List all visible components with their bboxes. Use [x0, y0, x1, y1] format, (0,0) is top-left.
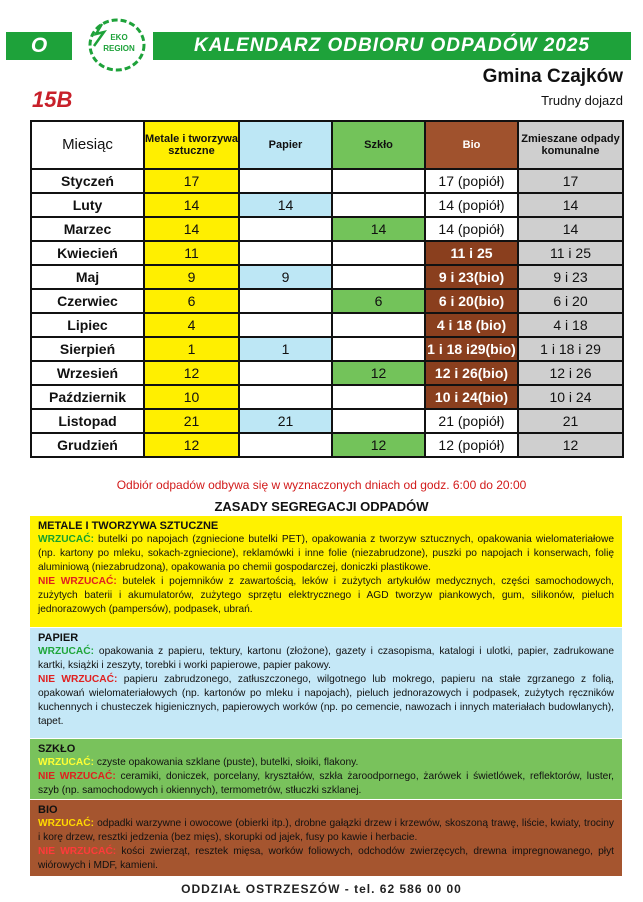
footer-contact: ODDZIAŁ OSTRZESZÓW - tel. 62 586 00 00 — [181, 882, 462, 896]
rules-paper-box — [30, 628, 622, 738]
paper-cell — [239, 217, 332, 241]
rules-bio-in-label: WRZUCAĆ: — [38, 818, 95, 829]
table-row — [31, 241, 623, 265]
glass-cell: 6 — [332, 289, 425, 313]
metal-cell: 6 — [144, 289, 239, 313]
table-row — [31, 409, 623, 433]
metal-cell: 17 — [144, 169, 239, 193]
metal-cell: 14 — [144, 217, 239, 241]
rules-bio-box — [30, 800, 622, 876]
table-row — [31, 313, 623, 337]
glass-cell — [332, 337, 425, 361]
rules-title: ZASADY SEGREGACJI ODPADÓW — [214, 499, 429, 514]
paper-cell — [239, 433, 332, 457]
paper-cell — [239, 313, 332, 337]
bio-cell: 21 (popiół) — [425, 409, 518, 433]
table-row — [31, 433, 623, 457]
rules-paper-out-text: papieru zabrudzonego, zatłuszczonego, wilgotnego lub mokrego, papieru na stałe zgrzanego z folią, opakowań wielomateriałowych (np. kartonów po mleku i napojach), pieluch jednorazowych i podpasek, zużytych ręczników kuchennych i chusteczek higienicznych, papierowych worków (np. po cemencie, nawozach i innych materiałach budowlanych), tapet. — [38, 674, 614, 727]
rules-glass-title: SZKŁO — [38, 743, 76, 755]
metal-cell: 21 — [144, 409, 239, 433]
header-metal: Metale i tworzywa sztuczne — [144, 121, 239, 169]
rules-glass-in-label: WRZUCAĆ: — [38, 757, 95, 768]
metal-cell: 11 — [144, 241, 239, 265]
mixed-cell: 14 — [518, 193, 623, 217]
rules-bio-in-text: odpadki warzywne i owocowe (obierki itp.), drobne gałązki drzew i krzewów, skoszoną trawę, liście, kwiaty, trociny i korę drzew, resztki jedzenia (bez mięs), skorupki od jajek, fusy po kawie i herbacie. — [38, 818, 614, 843]
metal-cell: 4 — [144, 313, 239, 337]
table-row — [31, 289, 623, 313]
route-code: 15B — [32, 87, 73, 112]
paper-cell — [239, 385, 332, 409]
mixed-cell: 10 i 24 — [518, 385, 623, 409]
table-row — [31, 169, 623, 193]
rules-metal-out-label: NIE WRZUCAĆ: — [38, 576, 117, 587]
rules-paper-title: PAPIER — [38, 632, 79, 644]
paper-cell: 1 — [239, 337, 332, 361]
mixed-cell: 6 i 20 — [518, 289, 623, 313]
rules-paper-in-label: WRZUCAĆ: — [38, 646, 95, 657]
header-glass: Szkło — [332, 121, 425, 169]
table-row — [31, 193, 623, 217]
mixed-cell: 17 — [518, 169, 623, 193]
bio-cell: 17 (popiół) — [425, 169, 518, 193]
glass-cell — [332, 313, 425, 337]
rules-paper-in-text: opakowania z papieru, tektury, kartonu (złożone), gazety i czasopisma, katalogi i ulotki, papier, zadrukowane kartki, książki i zeszyty, torebki i worki papierowe, papier pakowy. — [38, 646, 614, 671]
rules-bio-out-label: NIE WRZUCAĆ: — [38, 846, 117, 857]
municipality-name: Gmina Czajków — [482, 66, 623, 87]
bio-cell: 11 i 25 — [425, 241, 518, 265]
mixed-cell: 9 i 23 — [518, 265, 623, 289]
paper-cell: 9 — [239, 265, 332, 289]
bio-cell: 12 (popiół) — [425, 433, 518, 457]
table-row — [31, 337, 623, 361]
collection-schedule-table — [30, 120, 624, 458]
month-cell: Marzec — [31, 217, 144, 241]
header-bio: Bio — [425, 121, 518, 169]
route-subtitle: Trudny dojazd — [541, 93, 623, 108]
table-row — [31, 217, 623, 241]
month-cell: Luty — [31, 193, 144, 217]
glass-cell — [332, 169, 425, 193]
table-row — [31, 385, 623, 409]
rules-metal-out-text: butelek i pojemników z zawartością, leków i zużytych artykułów medycznych, części samochodowych, zużytych baterii i akumulatorów, zużytego sprzętu elektrycznego i AGD tworzyw piankowych, gum, silikonów, pieluch jednorazowych (pampersów), podpasek, ubrań. — [38, 576, 614, 615]
month-cell: Styczeń — [31, 169, 144, 193]
mixed-cell: 1 i 18 i 29 — [518, 337, 623, 361]
bio-cell: 1 i 18 i29(bio) — [425, 337, 518, 361]
mixed-cell: 4 i 18 — [518, 313, 623, 337]
rules-bio-title: BIO — [38, 804, 58, 816]
rules-metal-title: METALE I TWORZYWA SZTUCZNE — [38, 520, 219, 532]
month-cell: Czerwiec — [31, 289, 144, 313]
mixed-cell: 21 — [518, 409, 623, 433]
route-letter-badge: O — [6, 32, 72, 60]
calendar-title-banner: KALENDARZ ODBIORU ODPADÓW 2025 — [153, 32, 631, 60]
glass-cell — [332, 265, 425, 289]
metal-cell: 12 — [144, 433, 239, 457]
bio-cell: 9 i 23(bio) — [425, 265, 518, 289]
rules-glass-box — [30, 739, 622, 799]
mixed-cell: 12 i 26 — [518, 361, 623, 385]
month-cell: Grudzień — [31, 433, 144, 457]
bio-cell: 4 i 18 (bio) — [425, 313, 518, 337]
paper-cell — [239, 289, 332, 313]
month-cell: Sierpień — [31, 337, 144, 361]
glass-cell: 12 — [332, 361, 425, 385]
paper-cell — [239, 361, 332, 385]
glass-cell — [332, 241, 425, 265]
bio-cell: 12 i 26(bio) — [425, 361, 518, 385]
glass-cell: 12 — [332, 433, 425, 457]
month-cell: Wrzesień — [31, 361, 144, 385]
metal-cell: 9 — [144, 265, 239, 289]
metal-cell: 1 — [144, 337, 239, 361]
rules-paper-out-label: NIE WRZUCAĆ: — [38, 674, 118, 685]
table-row — [31, 265, 623, 289]
metal-cell: 14 — [144, 193, 239, 217]
glass-cell — [332, 193, 425, 217]
mixed-cell: 11 i 25 — [518, 241, 623, 265]
metal-cell: 12 — [144, 361, 239, 385]
month-cell: Październik — [31, 385, 144, 409]
header-mixed: Zmieszane odpady komunalne — [518, 121, 623, 169]
rules-metal-in-label: WRZUCAĆ: — [38, 534, 95, 545]
glass-cell — [332, 409, 425, 433]
bio-cell: 10 i 24(bio) — [425, 385, 518, 409]
rules-metal-in-text: butelki po napojach (zgniecione butelki PET), opakowania z tworzyw sztucznych, opakowania wielomateriałowe (np. kartony po mleku, sokach-zgniecione), reklamówki i inne folie (niezabrudzone), puszki po napojach i konserwach, folię aluminiową (niezabrudzoną), opakowania po chemii gospodarczej, doniczki plastikowe. — [38, 534, 614, 573]
paper-cell — [239, 169, 332, 193]
header-paper: Papier — [239, 121, 332, 169]
table-header-row — [31, 121, 623, 169]
svg-text:EKO: EKO — [110, 33, 128, 42]
month-cell: Kwiecień — [31, 241, 144, 265]
paper-cell: 14 — [239, 193, 332, 217]
glass-cell — [332, 385, 425, 409]
mixed-cell: 12 — [518, 433, 623, 457]
paper-cell — [239, 241, 332, 265]
header-month: Miesiąc — [31, 121, 144, 169]
rules-metal-box — [30, 516, 622, 627]
month-cell: Lipiec — [31, 313, 144, 337]
eko-region-logo — [84, 16, 146, 74]
rules-bio-out-text: kości zwierząt, resztek mięsa, worków foliowych, odchodów zwierzęcych, drewna impregnowanego, płyt wiórowych i MDF, kamieni. — [38, 846, 614, 871]
bio-cell: 6 i 20(bio) — [425, 289, 518, 313]
table-row — [31, 361, 623, 385]
mixed-cell: 14 — [518, 217, 623, 241]
month-cell: Maj — [31, 265, 144, 289]
bio-cell: 14 (popiół) — [425, 217, 518, 241]
svg-text:REGION: REGION — [103, 44, 135, 53]
metal-cell: 10 — [144, 385, 239, 409]
paper-cell: 21 — [239, 409, 332, 433]
rules-glass-out-label: NIE WRZUCAĆ: — [38, 771, 116, 782]
month-cell: Listopad — [31, 409, 144, 433]
glass-cell: 14 — [332, 217, 425, 241]
bio-cell: 14 (popiół) — [425, 193, 518, 217]
rules-glass-in-text: czyste opakowania szklane (puste), butelki, słoiki, flakony. — [94, 757, 359, 768]
rules-glass-out-text: ceramiki, doniczek, porcelany, kryształów, szkła żaroodpornego, żarówek i świetlówek, reflektorów, luster, szyb (np. samochodowych i okiennych), termometrów, stłuczki szklanej. — [38, 771, 614, 796]
collection-hours-note: Odbiór odpadów odbywa się w wyznaczonych dniach od godz. 6:00 do 20:00 — [116, 478, 527, 492]
